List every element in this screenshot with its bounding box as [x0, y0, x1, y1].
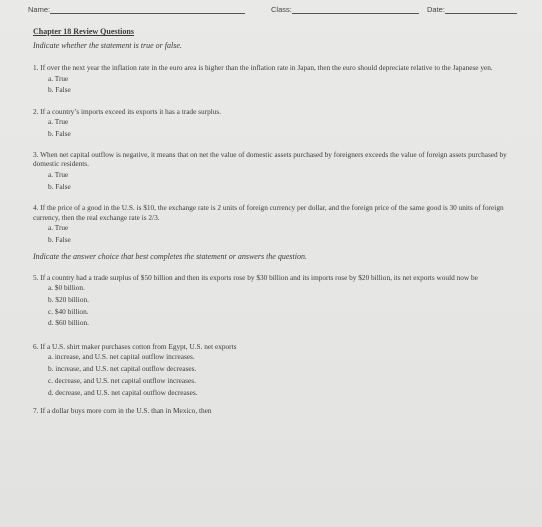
- question-stem: 1. If over the next year the inflation rate in the euro area is higher than the inflation rate in Japan, then the euro should depreciate relative to the Japanese yen.: [33, 63, 493, 72]
- name-line[interactable]: [50, 5, 245, 14]
- option-b[interactable]: b. False: [48, 85, 71, 95]
- option-d[interactable]: d. decrease, and U.S. net capital outflow decreases.: [48, 387, 198, 397]
- option-b[interactable]: b. False: [48, 129, 71, 139]
- option-a[interactable]: a. True: [48, 117, 69, 127]
- question-5: [33, 273, 514, 329]
- question-1: [33, 63, 514, 96]
- option-c[interactable]: c. decrease, and U.S. net capital outflow increases.: [48, 375, 196, 385]
- question-2: [33, 107, 514, 140]
- option-a[interactable]: a. True: [48, 223, 69, 233]
- date-line[interactable]: [445, 5, 517, 14]
- option-a[interactable]: a. $0 billion.: [48, 283, 85, 293]
- question-stem: 4. If the price of a good in the U.S. is $10, the exchange rate is 2 units of foreign currency per dollar, and the foreign price of the same good is 30 units of foreign currency, then the real exchange rate is 2/3.: [33, 203, 504, 222]
- option-a[interactable]: a. True: [48, 169, 69, 179]
- name-label: Name:: [28, 5, 51, 14]
- multiple-choice-instructions: Indicate the answer choice that best completes the statement or answers the question.: [33, 251, 307, 261]
- name-field[interactable]: [28, 5, 245, 14]
- class-label: Class:: [271, 5, 292, 14]
- question-stem: 6. If a U.S. shirt maker purchases cotton from Egypt, U.S. net exports: [33, 341, 237, 351]
- question-stem: 7. If a dollar buys more corn in the U.S. than in Mexico, then: [33, 406, 212, 416]
- date-label: Date:: [427, 5, 445, 14]
- question-7: [33, 406, 514, 416]
- option-b[interactable]: b. increase, and U.S. net capital outflow decreases.: [48, 364, 197, 374]
- question-4: [33, 203, 514, 245]
- option-b[interactable]: b. False: [48, 234, 71, 244]
- class-line[interactable]: [292, 5, 419, 14]
- class-field[interactable]: [271, 5, 419, 14]
- date-field[interactable]: [427, 5, 517, 14]
- option-c[interactable]: c. $40 billion.: [48, 306, 89, 316]
- true-false-instructions: Indicate whether the statement is true or false.: [33, 41, 182, 50]
- question-stem: 3. When net capital outflow is negative, it means that on net the value of domestic assets purchased by foreigners exceeds the value of foreign assets purchased by domestic residents.: [33, 149, 507, 169]
- question-stem: 5. If a country had a trade surplus of $50 billion and then its exports rose by $30 billion and its imports rose by $20 billion, its net exports would now be: [33, 272, 478, 282]
- question-stem: 2. If a country’s imports exceed its exports it has a trade surplus.: [33, 106, 222, 116]
- option-b[interactable]: b. $20 billion.: [48, 294, 89, 304]
- question-3: [33, 150, 514, 192]
- question-6: [33, 342, 514, 398]
- option-a[interactable]: a. increase, and U.S. net capital outflow increases.: [48, 352, 195, 362]
- option-d[interactable]: d. $60 billion.: [48, 318, 89, 328]
- option-b[interactable]: b. False: [48, 181, 71, 191]
- worksheet-content: [33, 27, 514, 416]
- page-title: Chapter 18 Review Questions: [33, 27, 134, 36]
- option-a[interactable]: a. True: [48, 73, 69, 83]
